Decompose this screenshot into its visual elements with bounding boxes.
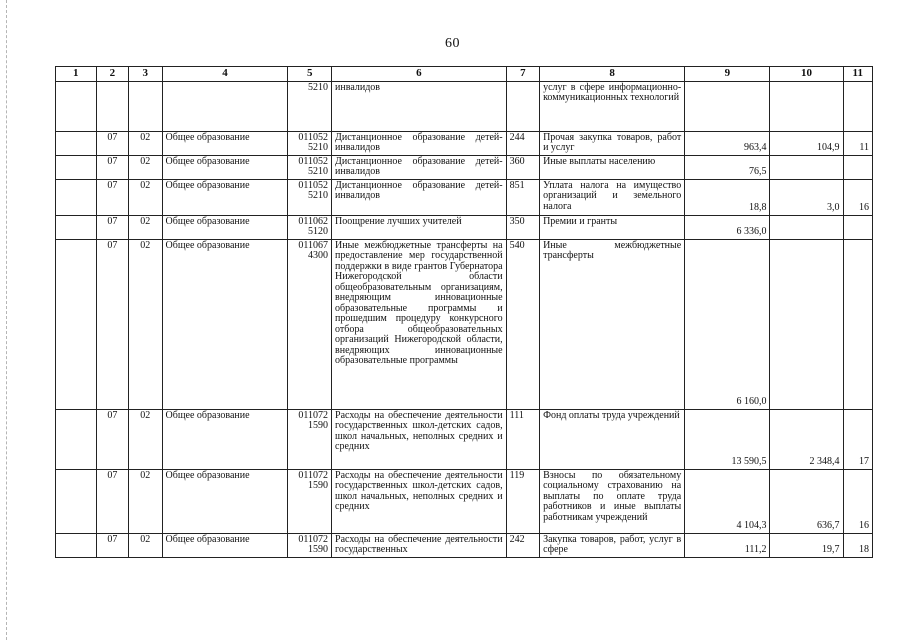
column-header-7: 7 bbox=[506, 67, 539, 82]
cell-col-6: Иные межбюджетные трансферты на предоставление мер государственной поддержки в виде грантов Губернатора Нижегородской области общеобразовательным организациям, внедряющим инновационные образовательные программы и прошедшим процедуру конкурсного отбора общеобразовательных организаций Нижегородской области, внедряющих инновационные образовательные программы bbox=[332, 239, 507, 409]
cell-col-4: Общее образование bbox=[162, 155, 288, 179]
cell-col-3: 02 bbox=[129, 131, 162, 155]
cell-col-9: 6 160,0 bbox=[685, 239, 770, 409]
cell-col-11: 16 bbox=[843, 179, 872, 215]
cell-col-1 bbox=[56, 469, 97, 533]
column-header-10: 10 bbox=[770, 67, 843, 82]
budget-table bbox=[55, 66, 873, 558]
table-row bbox=[56, 179, 873, 215]
cell-col-4: Общее образование bbox=[162, 131, 288, 155]
cell-col-2 bbox=[96, 81, 128, 131]
cell-col-9: 18,8 bbox=[685, 179, 770, 215]
column-header-5: 5 bbox=[288, 67, 332, 82]
cell-col-10: 19,7 bbox=[770, 533, 843, 557]
cell-col-10: 104,9 bbox=[770, 131, 843, 155]
cell-col-2: 07 bbox=[96, 179, 128, 215]
cell-col-8: услуг в сфере информационно-коммуникационных технологий bbox=[540, 81, 685, 131]
cell-col-10: 3,0 bbox=[770, 179, 843, 215]
cell-col-3: 02 bbox=[129, 155, 162, 179]
cell-col-5: 011052 5210 bbox=[288, 179, 332, 215]
cell-col-3: 02 bbox=[129, 533, 162, 557]
cell-col-10 bbox=[770, 215, 843, 239]
cell-col-3: 02 bbox=[129, 179, 162, 215]
column-header-2: 2 bbox=[96, 67, 128, 82]
cell-col-10 bbox=[770, 239, 843, 409]
cell-col-7: 119 bbox=[506, 469, 539, 533]
cell-col-2: 07 bbox=[96, 469, 128, 533]
cell-col-9: 111,2 bbox=[685, 533, 770, 557]
cell-col-10: 636,7 bbox=[770, 469, 843, 533]
page-number: 60 bbox=[445, 36, 460, 51]
cell-col-9: 13 590,5 bbox=[685, 409, 770, 469]
cell-col-8: Иные межбюджетные трансферты bbox=[540, 239, 685, 409]
cell-col-8: Уплата налога на имущество организаций и земельного налога bbox=[540, 179, 685, 215]
cell-col-7: 540 bbox=[506, 239, 539, 409]
cell-col-9 bbox=[685, 81, 770, 131]
cell-col-10 bbox=[770, 155, 843, 179]
cell-col-11: 17 bbox=[843, 409, 872, 469]
cell-col-3 bbox=[129, 81, 162, 131]
cell-col-9: 6 336,0 bbox=[685, 215, 770, 239]
cell-col-5: 011052 5210 bbox=[288, 131, 332, 155]
cell-col-1 bbox=[56, 155, 97, 179]
cell-col-3: 02 bbox=[129, 409, 162, 469]
cell-col-7: 242 bbox=[506, 533, 539, 557]
cell-col-6: инвалидов bbox=[332, 81, 507, 131]
cell-col-4: Общее образование bbox=[162, 409, 288, 469]
cell-col-11 bbox=[843, 81, 872, 131]
cell-col-3: 02 bbox=[129, 469, 162, 533]
column-header-3: 3 bbox=[129, 67, 162, 82]
column-header-8: 8 bbox=[540, 67, 685, 82]
column-header-6: 6 bbox=[332, 67, 507, 82]
cell-col-8: Взносы по обязательному социальному страхованию на выплаты по оплате труда работников и иные выплаты работникам учреждений bbox=[540, 469, 685, 533]
cell-col-2: 07 bbox=[96, 533, 128, 557]
cell-col-11 bbox=[843, 155, 872, 179]
table-body bbox=[56, 81, 873, 557]
cell-col-2: 07 bbox=[96, 131, 128, 155]
cell-col-2: 07 bbox=[96, 239, 128, 409]
cell-col-10 bbox=[770, 81, 843, 131]
cell-col-6: Поощрение лучших учителей bbox=[332, 215, 507, 239]
cell-col-1 bbox=[56, 239, 97, 409]
table-row bbox=[56, 533, 873, 557]
cell-col-5: 011052 5210 bbox=[288, 155, 332, 179]
cell-col-1 bbox=[56, 131, 97, 155]
cell-col-11 bbox=[843, 239, 872, 409]
column-header-1: 1 bbox=[56, 67, 97, 82]
cell-col-4: Общее образование bbox=[162, 215, 288, 239]
cell-col-1 bbox=[56, 409, 97, 469]
cell-col-6: Расходы на обеспечение деятельности государственных школ-детских садов, школ начальных, неполных средних и средних bbox=[332, 469, 507, 533]
header-row bbox=[56, 67, 873, 82]
cell-col-1 bbox=[56, 533, 97, 557]
cell-col-2: 07 bbox=[96, 215, 128, 239]
cell-col-6: Дистанционное образование детей-инвалидов bbox=[332, 179, 507, 215]
table-row bbox=[56, 81, 873, 131]
column-header-4: 4 bbox=[162, 67, 288, 82]
cell-col-4: Общее образование bbox=[162, 179, 288, 215]
cell-col-8: Прочая закупка товаров, работ и услуг bbox=[540, 131, 685, 155]
cell-col-5: 011067 4300 bbox=[288, 239, 332, 409]
table-row bbox=[56, 469, 873, 533]
cell-col-9: 76,5 bbox=[685, 155, 770, 179]
table-row bbox=[56, 155, 873, 179]
cell-col-9: 4 104,3 bbox=[685, 469, 770, 533]
page-edge-line bbox=[6, 0, 8, 640]
cell-col-4: Общее образование bbox=[162, 239, 288, 409]
cell-col-11: 11 bbox=[843, 131, 872, 155]
cell-col-3: 02 bbox=[129, 239, 162, 409]
table-row bbox=[56, 409, 873, 469]
table-row bbox=[56, 239, 873, 409]
cell-col-4: Общее образование bbox=[162, 533, 288, 557]
cell-col-7: 360 bbox=[506, 155, 539, 179]
cell-col-10: 2 348,4 bbox=[770, 409, 843, 469]
cell-col-5: 011072 1590 bbox=[288, 409, 332, 469]
cell-col-1 bbox=[56, 179, 97, 215]
cell-col-6: Дистанционное образование детей-инвалидов bbox=[332, 155, 507, 179]
cell-col-6: Дистанционное образование детей-инвалидов bbox=[332, 131, 507, 155]
cell-col-6: Расходы на обеспечение деятельности государственных школ-детских садов, школ начальных, неполных средних и средних bbox=[332, 409, 507, 469]
cell-col-4: Общее образование bbox=[162, 469, 288, 533]
cell-col-8: Премии и гранты bbox=[540, 215, 685, 239]
cell-col-6: Расходы на обеспечение деятельности государственных bbox=[332, 533, 507, 557]
cell-col-2: 07 bbox=[96, 409, 128, 469]
cell-col-7: 851 bbox=[506, 179, 539, 215]
cell-col-4 bbox=[162, 81, 288, 131]
cell-col-5: 011072 1590 bbox=[288, 469, 332, 533]
cell-col-8: Фонд оплаты труда учреждений bbox=[540, 409, 685, 469]
cell-col-7: 350 bbox=[506, 215, 539, 239]
cell-col-5: 011062 5120 bbox=[288, 215, 332, 239]
cell-col-8: Иные выплаты населению bbox=[540, 155, 685, 179]
cell-col-9: 963,4 bbox=[685, 131, 770, 155]
table-row bbox=[56, 215, 873, 239]
cell-col-3: 02 bbox=[129, 215, 162, 239]
cell-col-11: 18 bbox=[843, 533, 872, 557]
cell-col-5: 011072 1590 bbox=[288, 533, 332, 557]
cell-col-8: Закупка товаров, работ, услуг в сфере bbox=[540, 533, 685, 557]
cell-col-1 bbox=[56, 81, 97, 131]
cell-col-7: 111 bbox=[506, 409, 539, 469]
cell-col-1 bbox=[56, 215, 97, 239]
column-header-9: 9 bbox=[685, 67, 770, 82]
cell-col-7 bbox=[506, 81, 539, 131]
cell-col-2: 07 bbox=[96, 155, 128, 179]
cell-col-11 bbox=[843, 215, 872, 239]
cell-col-5: 5210 bbox=[288, 81, 332, 131]
cell-col-11: 16 bbox=[843, 469, 872, 533]
table-row bbox=[56, 131, 873, 155]
column-header-11: 11 bbox=[843, 67, 872, 82]
cell-col-7: 244 bbox=[506, 131, 539, 155]
